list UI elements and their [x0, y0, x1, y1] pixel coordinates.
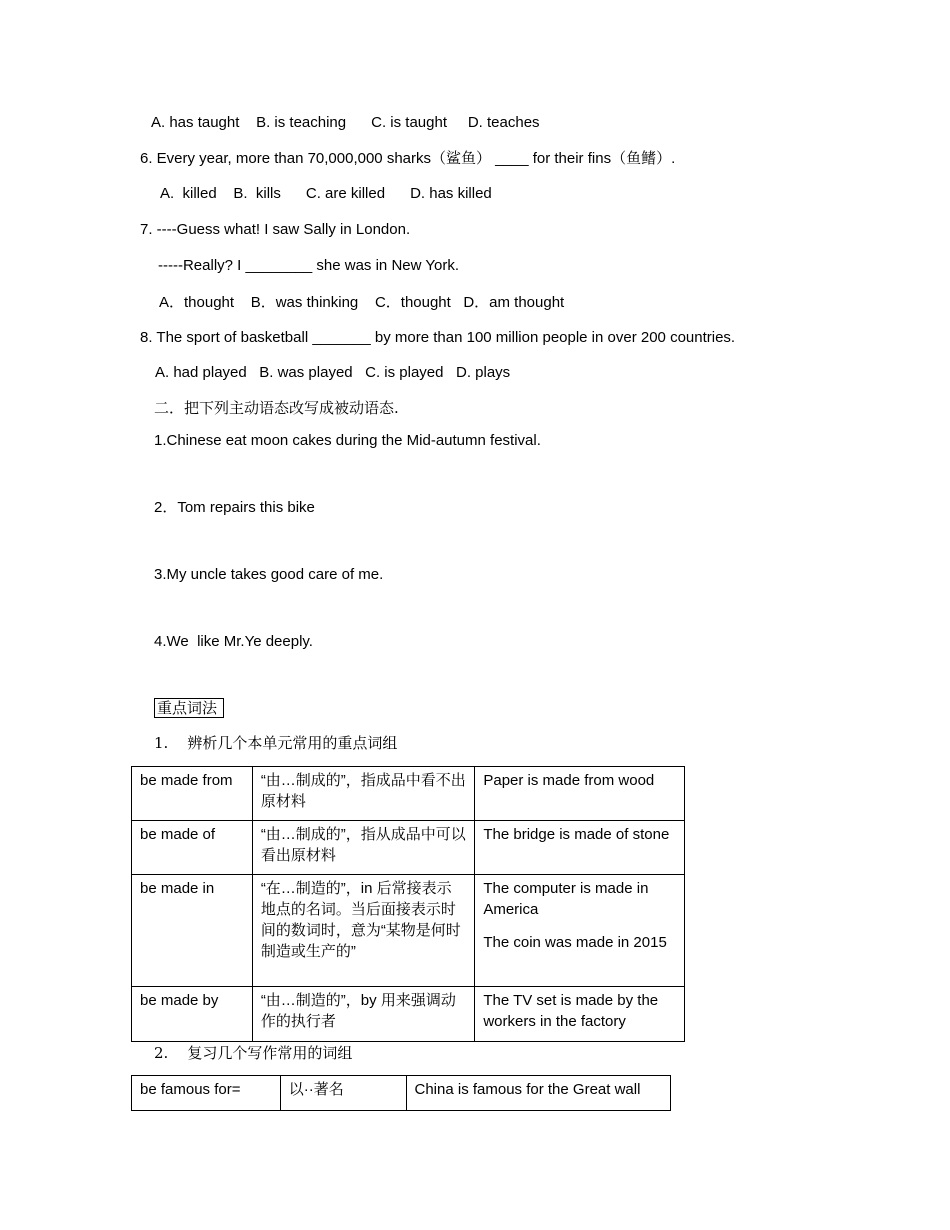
phrase-cell: be made from: [132, 767, 253, 821]
example-text: The computer is made in America: [483, 880, 649, 918]
section-two-heading: 二．把下列主动语态改写成被动语态.: [154, 399, 399, 417]
phrase-cell: be made in: [132, 875, 253, 987]
example-cell: [475, 821, 685, 875]
rewrite-item-1: 1.Chinese eat moon cakes during the Mid-autumn festival.: [154, 432, 541, 449]
meaning-cell: “由…制造的”，by 用来强调动作的执行者: [252, 987, 475, 1042]
phrase-cell: be made of: [132, 821, 253, 875]
example-text: Paper is made from wood: [483, 772, 655, 789]
example-cell: China is famous for the Great wall: [406, 1076, 671, 1111]
example-text: The coin was made in 2015: [483, 934, 667, 951]
meaning-cell: “由…制成的”，指成品中看不出原材料: [252, 767, 475, 821]
line-q7-reply: -----Really? I ________ she was in New York.: [158, 257, 459, 274]
line-q5-options: A. has taught B. is teaching C. is taught D. teaches: [151, 114, 540, 131]
meaning-cell: “在…制造的”，in 后常接表示地点的名词。当后面接表示时间的数词时，意为“某物是何时制造或生产的”: [252, 875, 475, 987]
line-q7-options: A．thought B．was thinking C．thought D．am thought: [159, 294, 565, 311]
rewrite-item-2: 2．Tom repairs this bike: [154, 499, 315, 516]
example-cell: [475, 987, 685, 1042]
example-cell: [475, 767, 685, 821]
table-row: [132, 767, 685, 821]
rewrite-item-4: 4.We like Mr.Ye deeply.: [154, 633, 313, 650]
table-row: [132, 875, 685, 987]
phrase-cell: be made by: [132, 987, 253, 1042]
meaning-cell: “由…制成的”，指从成品中可以看出原材料: [252, 821, 475, 875]
table-row: [132, 987, 685, 1042]
table-row: [132, 1076, 671, 1111]
line-q6: 6. Every year, more than 70,000,000 sharks（鲨鱼） ____ for their fins（鱼鳍）.: [140, 150, 676, 167]
line-q8: 8. The sport of basketball _______ by more than 100 million people in over 200 countries.: [140, 329, 736, 346]
subsection-2-heading: 2. 复习几个写作常用的词组: [154, 1044, 353, 1062]
example-text: The TV set is made by the workers in the factory: [483, 992, 659, 1030]
line-q8-options: A. had played B. was played C. is played D. plays: [155, 364, 511, 381]
made-phrases-table: [131, 766, 685, 1042]
line-q7: 7. ----Guess what! I saw Sally in London.: [140, 221, 411, 238]
phrase-cell: be famous for=: [132, 1076, 281, 1111]
key-vocabulary-label: 重点词法: [154, 698, 224, 718]
table-row: [132, 821, 685, 875]
example-text: The bridge is made of stone: [483, 826, 670, 843]
writing-phrases-table: [131, 1075, 671, 1111]
rewrite-item-3: 3.My uncle takes good care of me.: [154, 566, 384, 583]
subsection-1-heading: 1. 辨析几个本单元常用的重点词组: [154, 734, 398, 752]
example-cell: [475, 875, 685, 987]
meaning-cell: 以··著名: [280, 1076, 406, 1111]
line-q6-options: A. killed B. kills C. are killed D. has killed: [160, 185, 492, 202]
